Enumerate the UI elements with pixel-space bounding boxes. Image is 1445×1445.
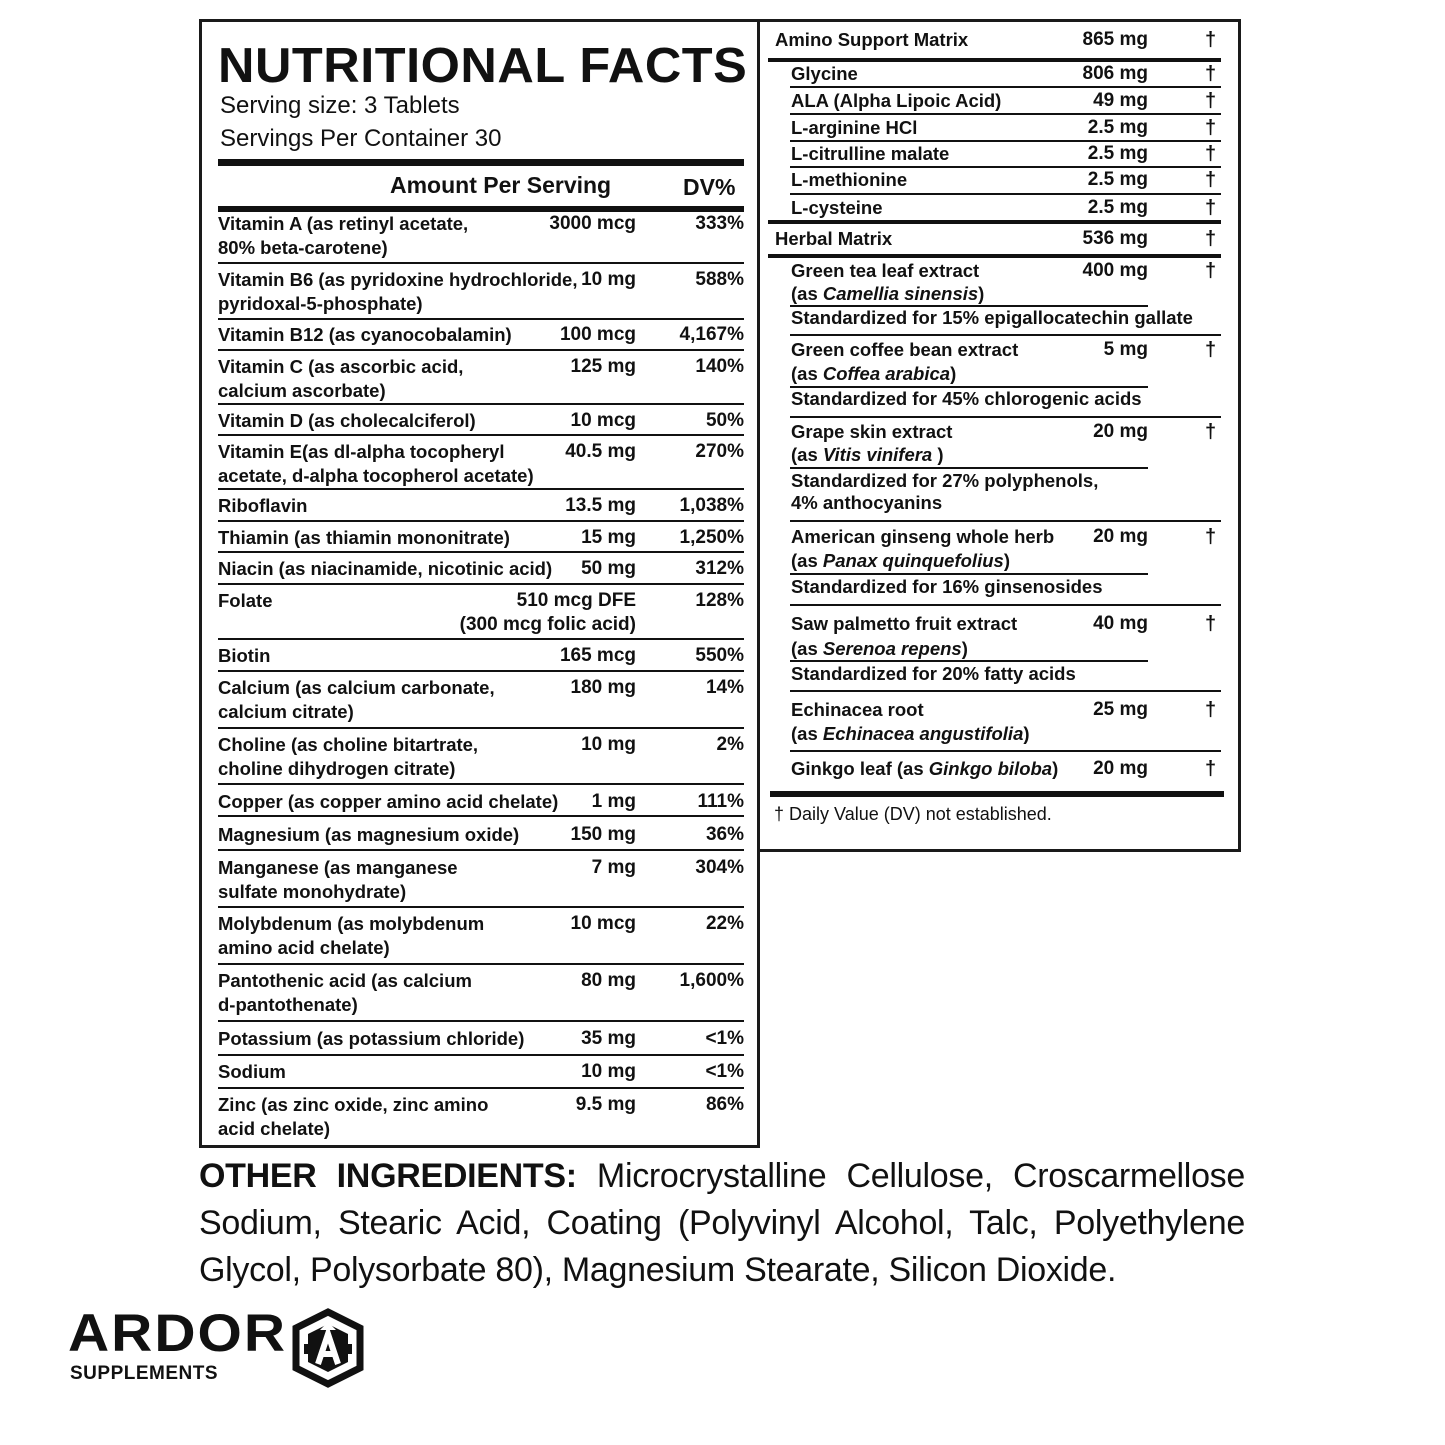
other-ingredients-label: OTHER INGREDIENTS: xyxy=(199,1157,577,1195)
row-divider xyxy=(218,520,744,522)
herb-standardization: 4% anthocyanins xyxy=(791,492,943,513)
ingredient-amount: 20 mg xyxy=(1093,526,1148,547)
divider-thick xyxy=(768,220,1221,224)
amino-ingredient-name: Glycine xyxy=(791,63,858,84)
row-divider xyxy=(218,349,744,351)
brand-logo xyxy=(68,1304,368,1388)
row-divider xyxy=(218,551,744,553)
row-divider xyxy=(218,783,744,785)
nutrient-amount: 10 mg xyxy=(581,1061,636,1082)
row-divider xyxy=(790,467,1148,469)
herb-source-prefix: (as xyxy=(791,363,823,384)
dagger-mark: † xyxy=(1205,758,1217,780)
nutrient-dv: 1,038% xyxy=(679,495,744,516)
nutrient-amount: 50 mg xyxy=(581,558,636,579)
nutrient-name: Calcium (as calcium carbonate, calcium citrate) xyxy=(218,677,495,722)
ingredient-amount: 20 mg xyxy=(1093,758,1148,779)
nutrient-dv: 550% xyxy=(695,645,744,666)
herb-source-suffix: ) xyxy=(1023,723,1030,744)
amino-ingredient-name: L-citrulline malate xyxy=(791,143,950,164)
supplement-matrix-panel xyxy=(757,19,1241,852)
herb-name: Green tea leaf extract xyxy=(791,260,980,281)
nutrient-dv: 86% xyxy=(705,1094,744,1115)
herb-source-suffix: ) xyxy=(950,363,957,384)
footnote: † Daily Value (DV) not established. xyxy=(774,804,1052,824)
nutrient-name: Vitamin B12 (as cyanocobalamin) xyxy=(218,324,512,345)
row-divider xyxy=(790,660,1148,662)
nutrient-dv: 270% xyxy=(695,441,744,462)
nutrient-name: Vitamin B6 (as pyridoxine hydrochloride, pyridoxal-5-phosphate) xyxy=(218,269,578,314)
row-divider xyxy=(218,1087,744,1089)
herbal-matrix-title: Herbal Matrix xyxy=(775,228,893,249)
nutrient-amount: 9.5 mg xyxy=(575,1094,636,1115)
herb-source-suffix: ) xyxy=(932,444,944,465)
dagger-mark: † xyxy=(1205,260,1217,282)
nutrient-name: Vitamin C (as ascorbic acid, calcium ascorbate) xyxy=(218,356,464,401)
herb-latin-name: Vitis vinifera xyxy=(822,444,933,465)
amino-ingredient-name: L-methionine xyxy=(791,169,908,190)
herb-name: Echinacea root xyxy=(791,699,924,720)
nutrient-name: Thiamin (as thiamin mononitrate) xyxy=(218,527,510,548)
herb-source-suffix: ) xyxy=(961,638,968,659)
row-divider xyxy=(790,750,1221,752)
nutrient-dv: 111% xyxy=(697,791,744,812)
nutrient-name: Choline (as choline bitartrate, choline dihydrogen citrate) xyxy=(218,734,479,779)
ingredient-amount: 536 mg xyxy=(1082,228,1148,249)
herb-source-prefix: (as xyxy=(791,723,823,744)
herb-latin-name: Ginkgo biloba xyxy=(928,758,1053,779)
divider-thick xyxy=(768,254,1221,258)
nutrient-amount: 80 mg xyxy=(581,970,636,991)
logo-subtitle: SUPPLEMENTS xyxy=(70,1363,219,1384)
nutrient-amount: 10 mg xyxy=(581,734,636,755)
herb-latin-name: Camellia sinensis xyxy=(822,283,979,304)
row-divider xyxy=(790,416,1221,418)
row-divider xyxy=(790,573,1148,575)
nutrient-dv: 14% xyxy=(705,677,744,698)
herb-source xyxy=(791,637,968,660)
nutrient-dv: 312% xyxy=(695,558,744,579)
row-divider xyxy=(218,403,744,405)
herb-source-suffix: ) xyxy=(978,283,985,304)
ingredient-amount: 40 mg xyxy=(1093,613,1148,634)
nutrient-name: Vitamin E(as dl-alpha tocopheryl acetate, d-alpha tocopherol acetate) xyxy=(218,441,534,486)
amino-ingredient-name: L-cysteine xyxy=(791,197,883,218)
herb-latin-name: Echinacea angustifolia xyxy=(822,723,1024,744)
dagger-mark: † xyxy=(1205,197,1217,219)
nutrient-name: Copper (as copper amino acid chelate) xyxy=(218,791,559,812)
nutrient-amount: 3000 mcg xyxy=(549,213,636,234)
herb-source-prefix: (as xyxy=(791,638,823,659)
nutrient-dv: 128% xyxy=(695,590,744,611)
herb-standardization: Standardized for 16% ginsenosides xyxy=(791,576,1103,597)
nutrient-amount-detail: (300 mcg folic acid) xyxy=(459,614,636,635)
nutrient-amount: 7 mg xyxy=(591,857,636,878)
row-divider xyxy=(790,140,1221,142)
ingredient-amount: 5 mg xyxy=(1103,339,1148,360)
other-ingredients xyxy=(199,1153,1245,1294)
herb-source xyxy=(791,722,1030,745)
divider-thick xyxy=(770,791,1224,797)
herb-name: Green coffee bean extract xyxy=(791,339,1019,360)
nutrient-amount: 15 mg xyxy=(581,527,636,548)
nutrient-dv: 1,250% xyxy=(679,527,744,548)
row-divider xyxy=(790,690,1221,692)
nutrient-amount: 10 mcg xyxy=(570,913,636,934)
nutrient-amount: 35 mg xyxy=(581,1028,636,1049)
amino-ingredient-name: L-arginine HCl xyxy=(791,117,918,138)
dagger-mark: † xyxy=(1205,143,1217,165)
row-divider xyxy=(218,262,744,264)
row-divider xyxy=(790,113,1221,115)
nutrient-name: Manganese (as manganese sulfate monohydrate) xyxy=(218,857,458,902)
dagger-mark: † xyxy=(1205,63,1217,85)
logo-emblem-icon xyxy=(290,1308,366,1388)
nutrient-amount: 10 mg xyxy=(581,269,636,290)
herb-source xyxy=(791,443,944,466)
ingredient-amount: 20 mg xyxy=(1093,421,1148,442)
row-divider xyxy=(790,193,1221,195)
nutrient-name: Riboflavin xyxy=(218,495,308,516)
herb-name: Grape skin extract xyxy=(791,421,953,442)
herb-source-suffix: ) xyxy=(1003,550,1010,571)
dagger-mark: † xyxy=(1205,117,1217,139)
row-divider xyxy=(218,727,744,729)
nutrient-amount: 40.5 mg xyxy=(565,441,636,462)
ingredient-amount: 49 mg xyxy=(1093,90,1148,111)
nutrient-amount: 10 mcg xyxy=(570,410,636,431)
ingredient-amount: 2.5 mg xyxy=(1087,143,1148,164)
nutrient-name: Magnesium (as magnesium oxide) xyxy=(218,824,520,845)
herb-name-text: Ginkgo leaf (as xyxy=(791,758,929,779)
panel-title: NUTRITIONAL FACTS xyxy=(218,39,748,93)
nutrient-dv: 1,600% xyxy=(679,970,744,991)
herb-name: Saw palmetto fruit extract xyxy=(791,613,1018,634)
nutrient-dv: 2% xyxy=(716,734,744,755)
row-divider xyxy=(218,815,744,817)
row-divider xyxy=(790,166,1221,168)
herb-name: American ginseng whole herb xyxy=(791,526,1055,547)
nutrient-amount: 150 mg xyxy=(570,824,636,845)
divider-thick xyxy=(218,159,744,166)
dagger-mark: † xyxy=(1205,526,1217,548)
serving-size: Serving size: 3 Tablets xyxy=(220,92,460,119)
row-divider xyxy=(218,638,744,640)
herb-source-suffix: ) xyxy=(1052,758,1059,779)
amino-matrix-title: Amino Support Matrix xyxy=(775,29,969,50)
row-divider xyxy=(218,583,744,585)
ingredient-amount: 25 mg xyxy=(1093,699,1148,720)
dagger-mark: † xyxy=(1205,228,1217,250)
nutrient-amount: 180 mg xyxy=(570,677,636,698)
nutrient-name: Vitamin A (as retinyl acetate, 80% beta-carotene) xyxy=(218,213,469,258)
dagger-mark: † xyxy=(1205,90,1217,112)
nutrient-amount: 125 mg xyxy=(570,356,636,377)
nutrient-dv: 50% xyxy=(705,410,744,431)
dagger-mark: † xyxy=(1205,339,1217,361)
herb-name xyxy=(791,757,1058,780)
dagger-mark: † xyxy=(1205,421,1217,443)
row-divider xyxy=(790,604,1221,606)
herb-standardization: Standardized for 45% chlorogenic acids xyxy=(791,388,1142,409)
nutrient-dv: 304% xyxy=(695,857,744,878)
nutrition-facts-panel xyxy=(199,19,760,1148)
nutrient-amount: 1 mg xyxy=(591,791,636,812)
ingredient-amount: 2.5 mg xyxy=(1087,197,1148,218)
row-divider xyxy=(218,318,744,320)
ingredient-amount: 806 mg xyxy=(1082,63,1148,84)
row-divider xyxy=(218,488,744,490)
row-divider xyxy=(218,906,744,908)
nutrient-name: Sodium xyxy=(218,1061,286,1082)
herb-latin-name: Coffea arabica xyxy=(822,363,951,384)
logo-wordmark: ARDOR xyxy=(68,1304,287,1364)
nutrient-name: Zinc (as zinc oxide, zinc amino acid chelate) xyxy=(218,1094,489,1139)
nutrient-dv: 22% xyxy=(705,913,744,934)
servings-per-container: Servings Per Container 30 xyxy=(220,125,502,152)
nutrient-name: Niacin (as niacinamide, nicotinic acid) xyxy=(218,558,553,579)
row-divider xyxy=(218,1054,744,1056)
herb-source-prefix: (as xyxy=(791,550,823,571)
nutrient-dv: 333% xyxy=(695,213,744,234)
row-divider xyxy=(218,434,744,436)
herb-standardization: Standardized for 15% epigallocatechin gallate xyxy=(791,307,1193,328)
herb-latin-name: Panax quinquefolius xyxy=(822,550,1004,571)
nutrient-amount: 100 mcg xyxy=(559,324,636,345)
dagger-mark: † xyxy=(1205,169,1217,191)
nutrient-name: Pantothenic acid (as calcium d-pantothenate) xyxy=(218,970,472,1015)
ingredient-amount: 865 mg xyxy=(1082,29,1148,50)
nutrient-name: Potassium (as potassium chloride) xyxy=(218,1028,525,1049)
nutrient-dv: 140% xyxy=(695,356,744,377)
dagger-mark: † xyxy=(1205,613,1217,635)
herb-source-prefix: (as xyxy=(791,283,823,304)
nutrient-dv: 36% xyxy=(705,824,744,845)
header-dv: DV% xyxy=(683,174,736,200)
nutrient-dv: <1% xyxy=(705,1061,744,1082)
header-amount: Amount Per Serving xyxy=(390,172,612,198)
nutrient-dv: 4,167% xyxy=(679,324,744,345)
herb-standardization: Standardized for 20% fatty acids xyxy=(791,663,1076,684)
ingredient-amount: 2.5 mg xyxy=(1087,117,1148,138)
dagger-mark: † xyxy=(1205,699,1217,721)
nutrient-dv: <1% xyxy=(705,1028,744,1049)
dagger-mark: † xyxy=(1205,29,1217,51)
row-divider xyxy=(790,86,1221,88)
nutrient-amount: 510 mcg DFE xyxy=(516,590,636,611)
row-divider xyxy=(790,520,1221,522)
nutrient-name: Vitamin D (as cholecalciferol) xyxy=(218,410,476,431)
amino-ingredient-name: ALA (Alpha Lipoic Acid) xyxy=(791,90,1002,111)
herb-source xyxy=(791,549,1010,572)
herb-standardization: Standardized for 27% polyphenols, xyxy=(791,470,1099,491)
ingredient-amount: 2.5 mg xyxy=(1087,169,1148,190)
row-divider xyxy=(790,334,1221,336)
row-divider xyxy=(218,849,744,851)
nutrient-name: Folate xyxy=(218,590,273,611)
herb-latin-name: Serenoa repens xyxy=(822,638,962,659)
nutrient-name: Molybdenum (as molybdenum amino acid chelate) xyxy=(218,913,485,958)
herb-source xyxy=(791,362,956,385)
herb-source xyxy=(791,282,984,305)
nutrient-amount: 165 mcg xyxy=(559,645,636,666)
ingredient-amount: 400 mg xyxy=(1082,260,1148,281)
herb-source-prefix: (as xyxy=(791,444,823,465)
nutrient-amount: 13.5 mg xyxy=(565,495,636,516)
nutrient-name: Biotin xyxy=(218,645,271,666)
nutrient-dv: 588% xyxy=(695,269,744,290)
row-divider xyxy=(218,963,744,965)
row-divider xyxy=(218,670,744,672)
other-ingredients-text: Microcrystalline Cellulose, Croscarmellose Sodium, Stearic Acid, Coating (Polyvinyl Alcohol, Talc, Polyethylene Glycol, Polysorbate 80), Magnesium Stearate, Silicon Dioxide. xyxy=(199,1157,1245,1289)
row-divider xyxy=(218,1020,744,1022)
